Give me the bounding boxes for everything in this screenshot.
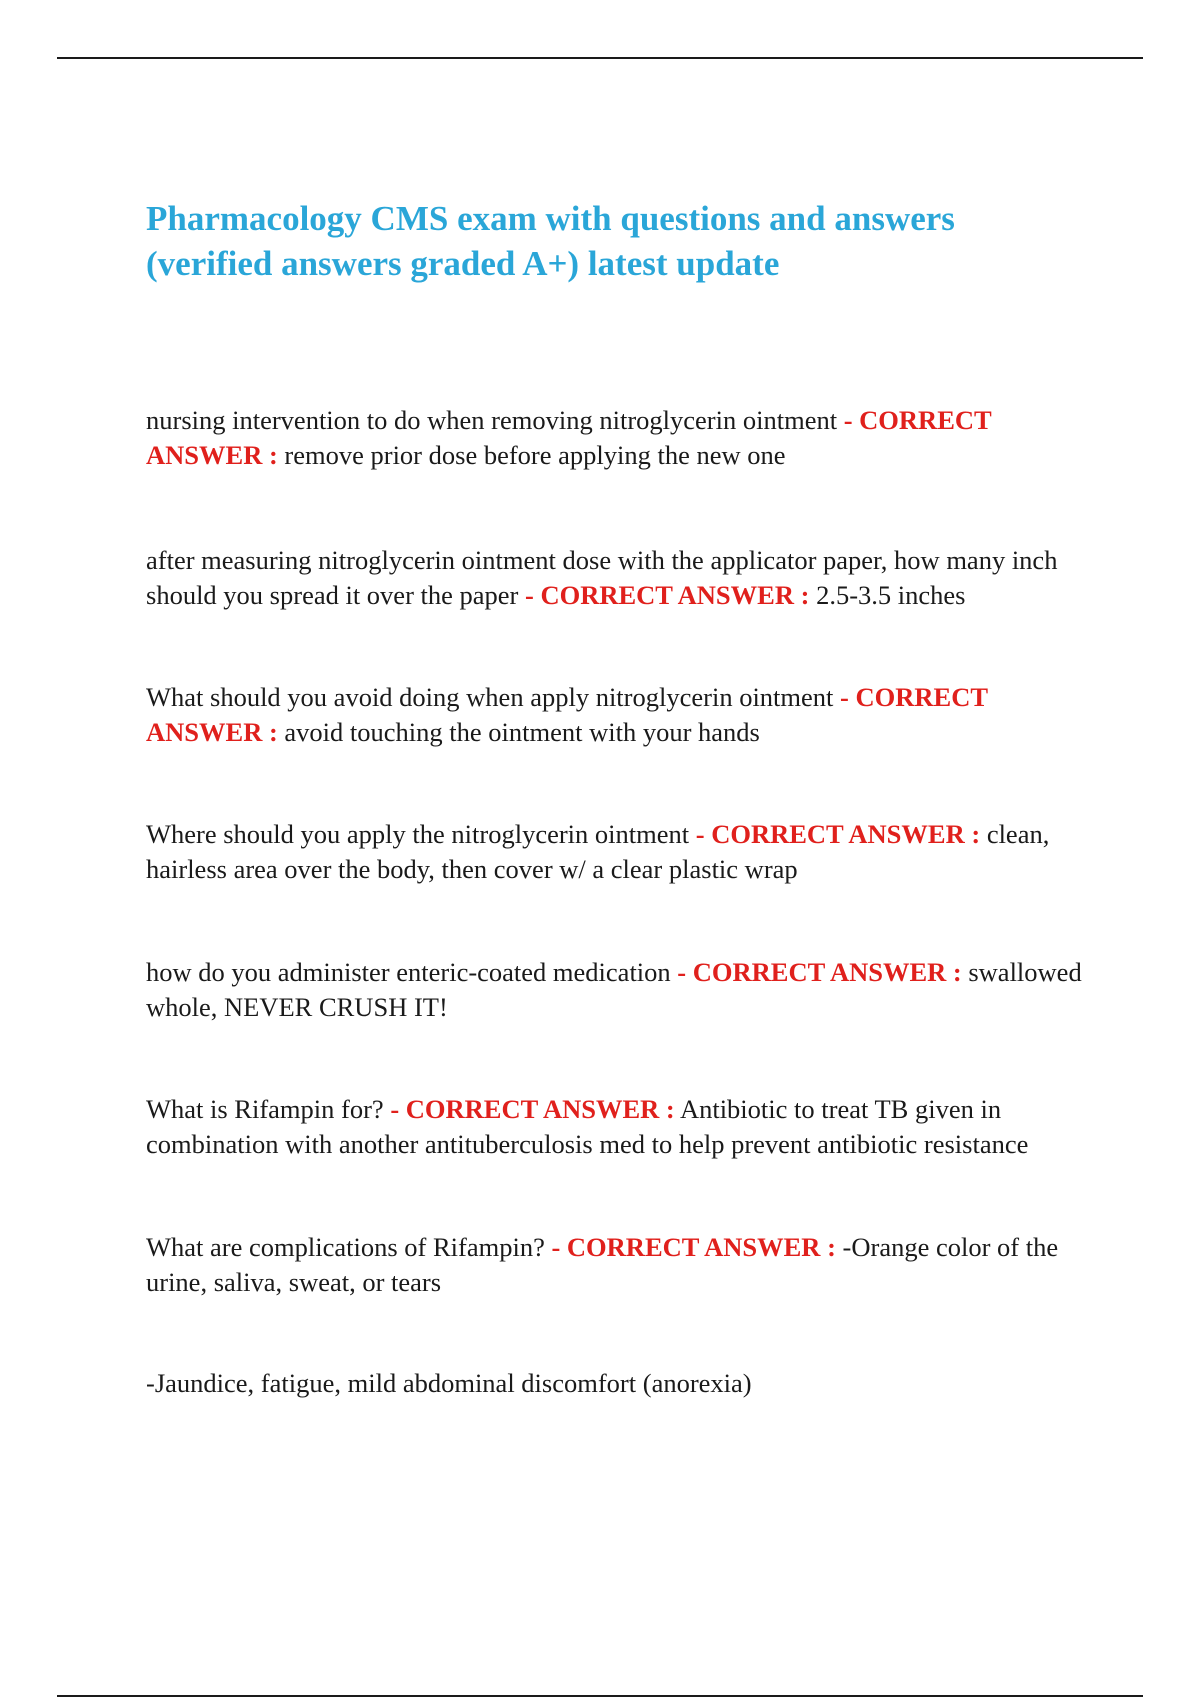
question-text: What are complications of Rifampin? bbox=[146, 1232, 545, 1262]
qa-item bbox=[146, 1092, 1106, 1162]
answer-text: 2.5-3.5 inches bbox=[816, 580, 966, 610]
question-text: how do you administer enteric-coated medication bbox=[146, 957, 671, 987]
answer-text: -Orange color of the urine, saliva, sweat, or tears bbox=[146, 1232, 1059, 1297]
answer-marker: - CORRECT ANSWER : bbox=[551, 1232, 836, 1262]
answer-text: avoid touching the ointment with your hands bbox=[284, 717, 760, 747]
qa-item bbox=[146, 403, 1106, 473]
title-line-1: Pharmacology CMS exam with questions and answers bbox=[146, 199, 955, 238]
qa-item bbox=[146, 1230, 1106, 1300]
answer-text: Antibiotic to treat TB given in combination with another antituberculosis med to help prevent antibiotic resistance bbox=[146, 1094, 1029, 1159]
qa-item bbox=[146, 817, 1106, 887]
question-text: What should you avoid doing when apply nitroglycerin ointment bbox=[146, 682, 834, 712]
answer-text: remove prior dose before applying the new one bbox=[284, 440, 786, 470]
answer-marker: - CORRECT ANSWER : bbox=[146, 682, 988, 747]
answer-marker: - CORRECT ANSWER : bbox=[677, 957, 962, 987]
header-rule bbox=[57, 57, 1143, 59]
answer-marker: - CORRECT ANSWER : bbox=[695, 819, 981, 849]
footer-rule bbox=[57, 1695, 1143, 1697]
answer-text: clean, hairless area over the body, then cover w/ a clear plastic wrap bbox=[146, 819, 1050, 884]
qa-item bbox=[146, 955, 1106, 1025]
answer-marker: - CORRECT ANSWER : bbox=[525, 580, 810, 610]
document-title bbox=[146, 196, 1106, 286]
answer-continuation: -Jaundice, fatigue, mild abdominal discomfort (anorexia) bbox=[146, 1368, 752, 1398]
qa-item bbox=[146, 543, 1106, 613]
qa-item bbox=[146, 680, 1106, 750]
question-text: nursing intervention to do when removing nitroglycerin ointment bbox=[146, 405, 838, 435]
title-line-2: (verified answers graded A+) latest update bbox=[146, 244, 780, 283]
answer-text: swallowed whole, NEVER CRUSH IT! bbox=[146, 957, 1082, 1022]
question-text: after measuring nitroglycerin ointment dose with the applicator paper, how many inch should you spread it over the paper bbox=[146, 545, 1058, 610]
question-text: What is Rifampin for? bbox=[146, 1094, 384, 1124]
answer-marker: - CORRECT ANSWER : bbox=[390, 1094, 675, 1124]
question-text: Where should you apply the nitroglycerin ointment bbox=[146, 819, 690, 849]
answer-marker: - CORRECT ANSWER : bbox=[146, 405, 992, 470]
